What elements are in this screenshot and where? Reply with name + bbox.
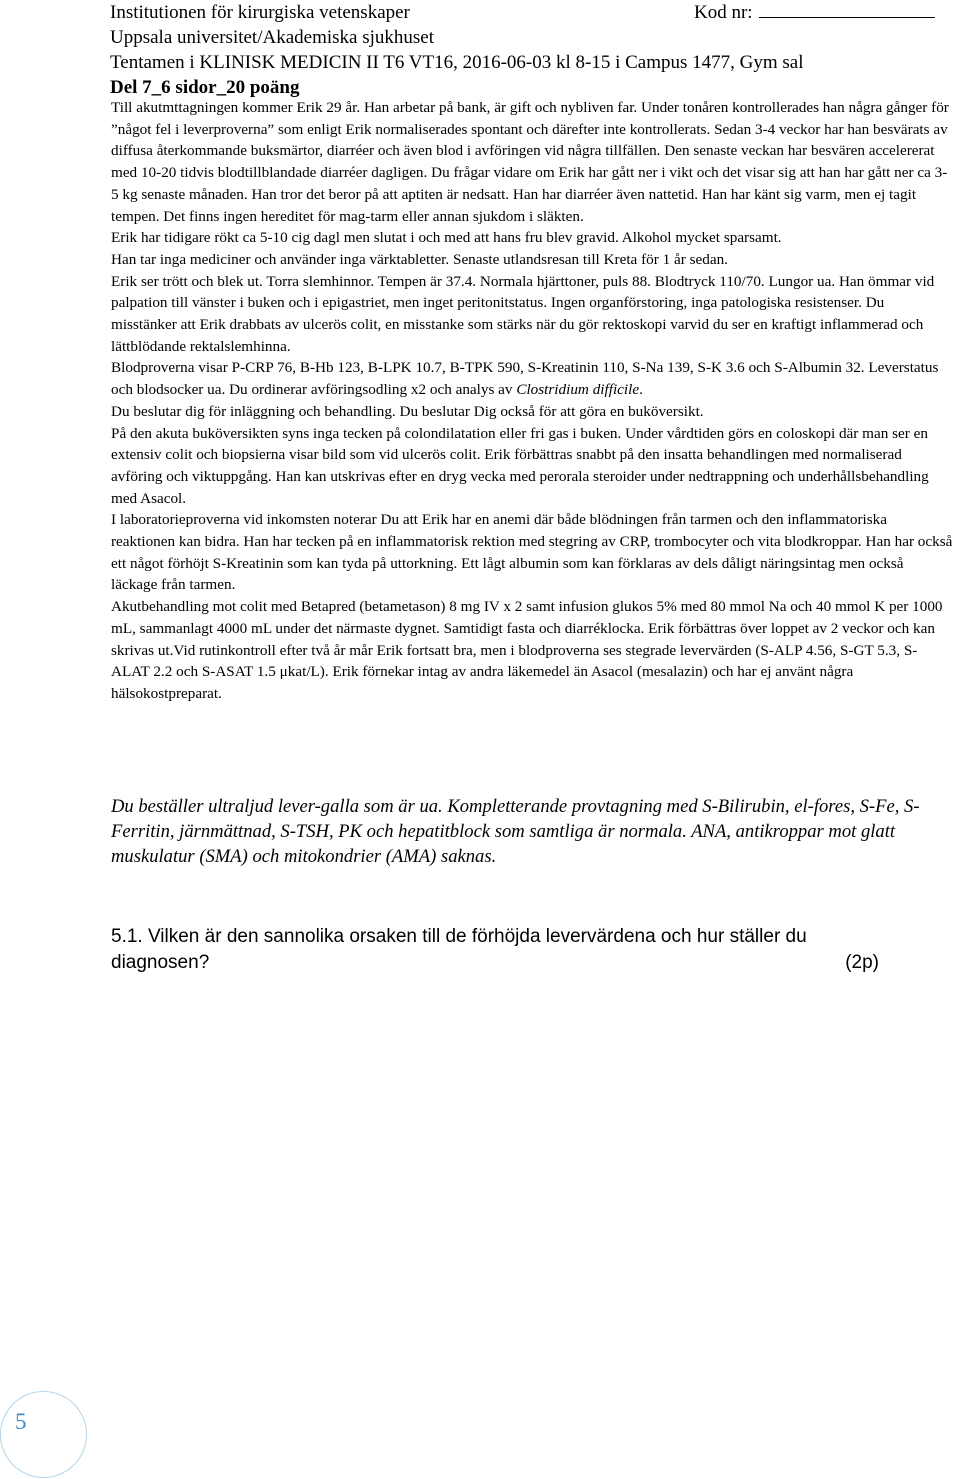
question-text: 5.1. Vilken är den sannolika orsaken till de förhöjda levervärdena och hur ställer du diagnosen? [111, 926, 807, 973]
exam-title: Tentamen i KLINISK MEDICIN II T6 VT16, 2016-06-03 kl 8-15 i Campus 1477, Gym sal [110, 52, 804, 73]
case-paragraph-labs [111, 357, 953, 400]
organism-name: Clostridium difficile [516, 381, 640, 399]
followup-findings: Du beställer ultraljud lever-galla som är ua. Kompletterande provtagning med S-Bilirubin, el-fores, S-Fe, S-Ferritin, järnmättnad, S-TSH, PK och hepatitblock som samtliga är normala. ANA, antikroppar mot glatt muskulatur (SMA) och mitokondrier (AMA) saknas. [111, 796, 920, 867]
code-number-field [694, 0, 935, 25]
case-paragraph: Till akutmttagningen kommer Erik 29 år. Han arbetar på bank, är gift och nybliven far. Under tonåren kontrollerades han några gånger för ”något fel i leverproverna” som enligt Erik normaliserades spontant och därefter inte kontrollerats. Sedan 3-4 veckor har han besvärats av diffusa återkommande buksmärtor, diarréer och även blod i avföringen vid några tillfällen. Den senaste veckan har besvären accelererat med 10-20 tidvis blodtillblandade diarréer dagligen. Du frågar vidare om Erik har gått ner i vikt och det visar sig att han har gått ner ca 3-5 kg senaste månaden. Han tror det beror på att aptiten är nedsatt. Han har diarréer även nattetid. Han har känt sig varm, men ej tagit tempen. Det finns ingen hereditet för mag-tarm eller annan sjukdom i släkten. [111, 99, 949, 225]
case-paragraph: Erik har tidigare rökt ca 5-10 cig dagl men slutat i och med att hans fru blev gravid. Alkohol mycket sparsamt. [111, 229, 782, 247]
labs-text-end: . [639, 381, 643, 399]
case-paragraph: Erik ser trött och blek ut. Torra slemhinnor. Tempen är 37.4. Normala hjärttoner, puls 88. Blodtryck 110/70. Lungor ua. Han ömmar vid palpation till vänster i buken och i epigastriet, men inget peritonitstatus. Ingen organförstoring, inga patologiska resistenser. Du misstänker att Erik drabbats av ulcerös colit, en misstanke som stärks när du gör rektoskopi varvid du ser en kraftigt inflammerad och lättblödande rektalslemhinna. [111, 272, 935, 355]
labs-text: Blodproverna visar P-CRP 76, B-Hb 123, B-LPK 10.7, B-TPK 590, S-Kreatinin 110, S-Na 139, S-K 3.6 och S-Albumin 32. Leverstatus och blodsocker ua. Du ordinerar avföringsodling x2 och analys av [111, 359, 939, 399]
header-row-institution [110, 0, 950, 25]
university-name: Uppsala universitet/Akademiska sjukhuset [110, 27, 434, 48]
case-paragraph: Akutbehandling mot colit med Betapred (betametason) 8 mg IV x 2 samt infusion glukos 5% med 80 mmol Na och 40 mmol K per 1000 mL, sammanlagt 4000 mL under det närmaste dygnet. Samtidigt fasta och diarréklocka. Erik förbättras över loppet av 2 veckor och kan skrivas ut.Vid rutinkontroll efter två år mår Erik fortsatt bra, men i blodproverna ses stegrade levervärden (S-ALP 4.56, S-GT 5.3, S-ALAT 2.2 och S-ASAT 1.5 μkat/L). Erik förnekar intag av andra läkemedel än Asacol (mesalazin) och har ej använt några hälsokostpreparat. [111, 598, 943, 702]
case-paragraph: Du beslutar dig för inläggning och behandling. Du beslutar Dig också för att göra en buköversikt. [111, 402, 704, 420]
code-number-blank[interactable] [759, 0, 935, 18]
page-number: 5 [15, 1409, 27, 1434]
case-paragraph: På den akuta buköversikten syns inga tecken på colondilatation eller fri gas i buken. Under vårdtiden görs en coloskopi där man ser en extensiv colit och biopsierna visar bild som vid ulcerös colit. Erik förbättras snabbt på den insatta behandlingen med normaliserad avföring och viktuppgång. Han kan utskrivas efter en dryg vecka med perorala steroider under nedtrappning och underhållsbehandling med Asacol. [111, 424, 929, 507]
question-points: (2p) [845, 952, 879, 973]
code-number-label: Kod nr: [694, 2, 753, 23]
case-paragraph: I laboratorieproverna vid inkomsten noterar Du att Erik har en anemi där både blödningen från tarmen och den inflammatoriska reaktionen kan bidra. Han har tecken på en inflammatorisk rektion med stegring av CRP, trombocyter och vita blodkroppar. Han har också ett något förhöjt S-Kreatinin som kan tyda på uttorkning. Ett lågt albumin som kan förklaras av dels dåligt näringsintag men också läckage från tarmen. [111, 511, 953, 594]
case-description [111, 97, 953, 705]
exam-part: Del 7_6 sidor_20 poäng [110, 77, 300, 98]
case-paragraph: Han tar inga mediciner och använder inga värktabletter. Senaste utlandsresan till Kreta för 1 år sedan. [111, 250, 728, 268]
page-header [110, 0, 950, 100]
page-number-circle [0, 1391, 87, 1478]
institution-name: Institutionen för kirurgiska vetenskaper [110, 2, 410, 23]
question-5-1 [111, 924, 879, 976]
